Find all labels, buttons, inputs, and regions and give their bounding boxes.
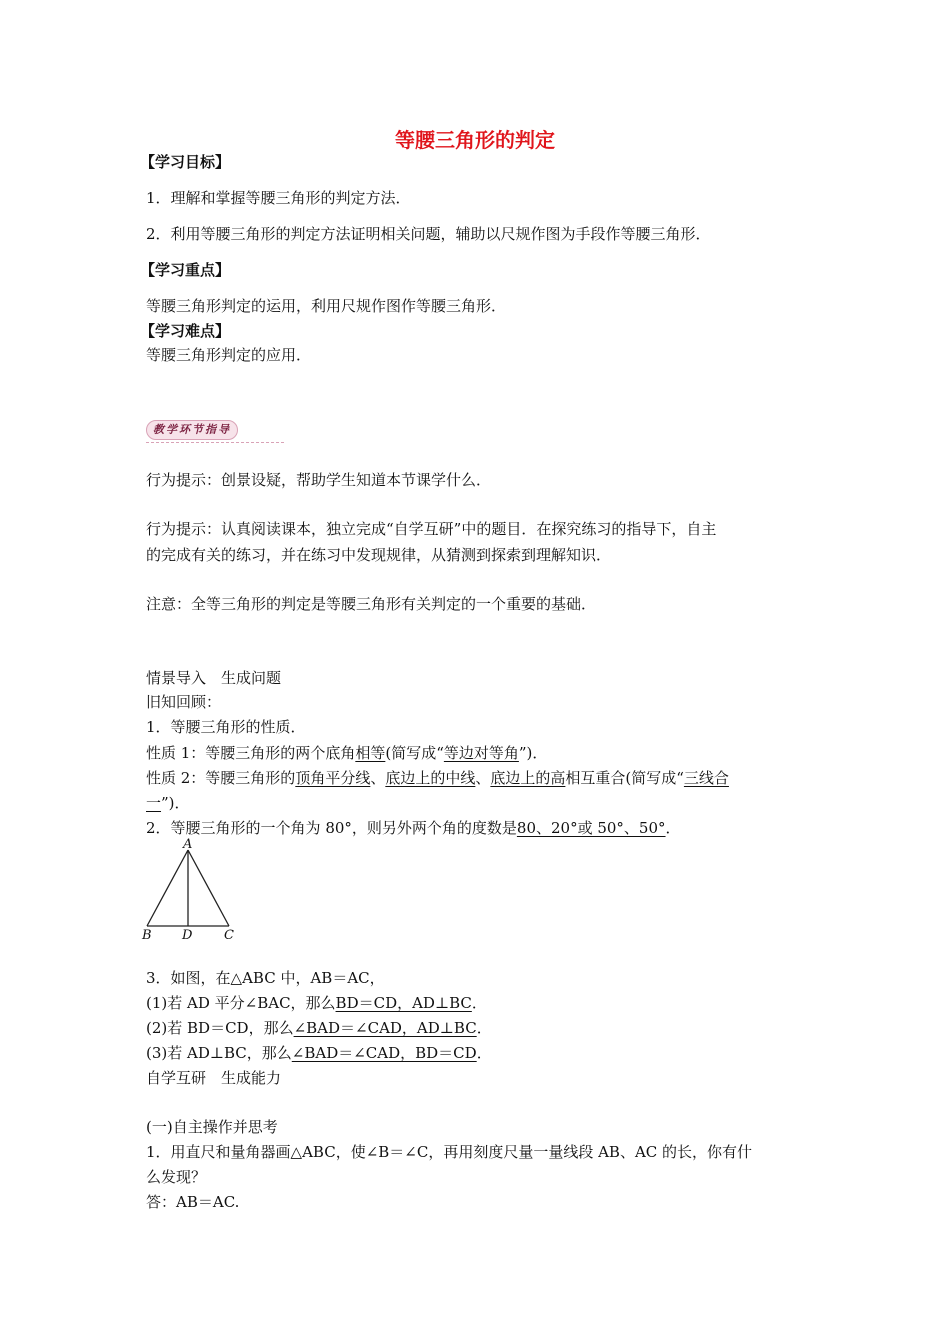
note: 注意：全等三角形的判定是等腰三角形有关判定的一个重要的基础． [146,595,597,613]
hint-2-line-2: 的完成有关的练习，并在练习中发现规律，从猜测到探索到理解知识． [146,546,612,564]
property-2-pre: 性质 2：等腰三角形的 [146,769,296,787]
property-1 [146,743,547,763]
property-2-answer-2: 底边上的中线 [385,769,476,787]
triangle-figure [140,838,240,948]
focus-heading: 【学习重点】 [140,261,231,279]
q3-part-2-post: ． [476,1019,492,1037]
property-2-sep-2: 、 [475,769,491,787]
q3-part-3-post: ． [476,1044,492,1062]
vertex-label-a: A [183,837,193,852]
property-2-post: ”)． [161,794,190,812]
vertex-label-d: D [182,928,193,943]
property-1-answer-2: 等边对等角 [443,744,519,762]
goal-item-2: 2．利用等腰三角形的判定方法证明相关问题，辅助以尺规作图为手段作等腰三角形． [146,225,711,243]
selfstudy-question-1-line-1: 1．用直尺和量角器画△ABC，使∠B＝∠C，再用刻度尺量一量线段 AB、AC 的长，你有什 [146,1143,753,1161]
badge-underline [146,442,284,443]
difficulty-text: 等腰三角形判定的应用． [146,346,312,364]
question-3-part-1 [146,993,487,1013]
q3-part-2-pre: (2)若 BD＝CD，那么 [146,1019,294,1037]
q3-part-1-answer: BD＝CD，AD⊥BC [335,994,472,1012]
question-3-part-2 [146,1018,492,1038]
property-2-answer-4a: 三线合 [683,769,729,787]
selfstudy-subheading: (一)自主操作并思考 [146,1118,278,1136]
question-1: 1．等腰三角形的性质． [146,718,306,736]
selfstudy-answer: 答：AB＝AC. [146,1193,240,1211]
segment-ac [188,850,229,926]
property-1-pre: 性质 1：等腰三角形的两个底角 [146,744,356,762]
property-2-sep-1: 、 [370,769,386,787]
selfstudy-heading: 自学互研 生成能力 [146,1069,282,1087]
q3-part-3-answer: ∠BAD＝∠CAD，BD＝CD [291,1044,477,1062]
property-1-mid: (简写成“ [385,744,444,762]
q3-part-3-pre: (3)若 AD⊥BC，那么 [146,1044,292,1062]
property-2-cont [146,793,190,813]
hint-1: 行为提示：创景设疑，帮助学生知道本节课学什么． [146,471,492,489]
question-3-stem: 3．如图，在△ABC 中，AB＝AC， [146,969,385,987]
question-2-answer: 80、20°或 50°、50° [516,819,666,837]
property-1-answer-1: 相等 [355,744,386,762]
difficulty-heading: 【学习难点】 [140,322,231,340]
review-label: 旧知回顾： [146,693,222,711]
property-2-mid: 相互重合(简写成“ [565,769,684,787]
question-2-post: ． [665,819,681,837]
property-2-answer-3: 底边上的高 [490,769,566,787]
question-3-part-3 [146,1043,492,1063]
badge-label: 教学环节指导 [146,420,238,440]
segment-ab [147,850,188,926]
goals-heading: 【学习目标】 [140,153,231,171]
property-1-post: ”)． [518,744,548,762]
focus-text: 等腰三角形判定的运用，利用尺规作图作等腰三角形． [146,297,507,315]
q3-part-1-pre: (1)若 AD 平分∠BAC，那么 [146,994,336,1012]
hint-2-line-1: 行为提示：认真阅读课本，独立完成“自学互研”中的题目．在探究练习的指导下，自主 [146,520,717,538]
property-2-answer-1: 顶角平分线 [295,769,371,787]
vertex-label-b: B [142,928,152,943]
selfstudy-question-1-line-2: 么发现？ [146,1168,207,1186]
question-2 [146,818,681,838]
question-2-pre: 2．等腰三角形的一个角为 80°，则另外两个角的度数是 [146,819,517,837]
goal-item-1: 1．理解和掌握等腰三角形的判定方法． [146,189,411,207]
property-2 [146,768,729,788]
vertex-label-c: C [224,928,234,943]
teaching-guide-badge [146,418,286,444]
property-2-answer-4b: 一 [146,794,162,812]
q3-part-2-answer: ∠BAD＝∠CAD，AD⊥BC [293,1019,477,1037]
q3-part-1-post: ． [471,994,487,1012]
intro-heading: 情景导入 生成问题 [146,669,282,687]
document-title: 等腰三角形的判定 [395,128,555,152]
